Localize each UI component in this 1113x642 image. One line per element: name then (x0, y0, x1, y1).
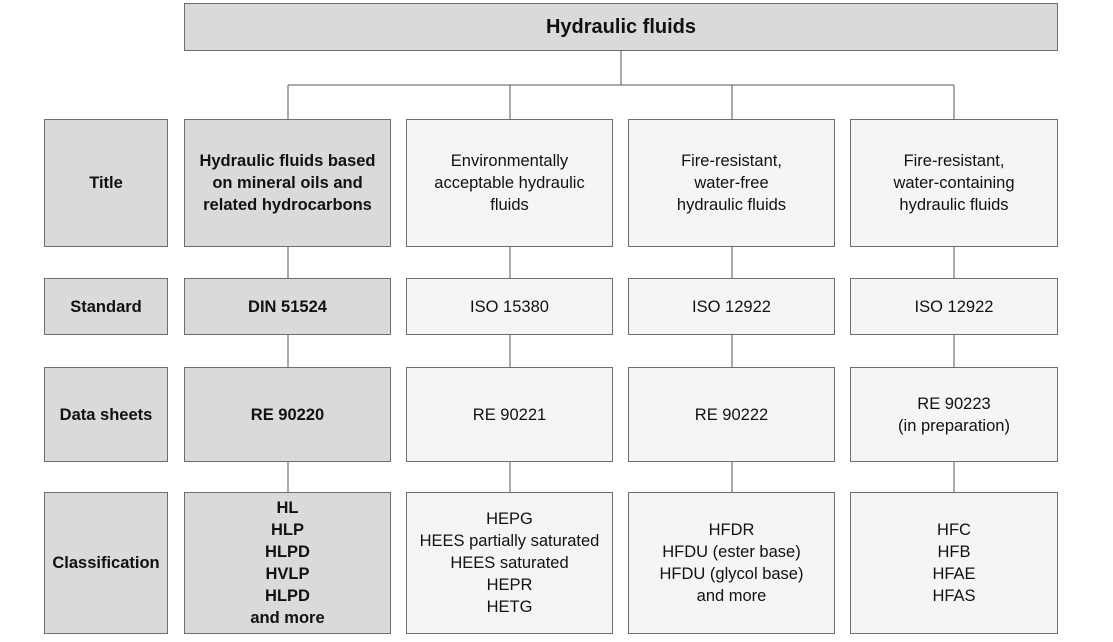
row-label-data-sheets: Data sheets (44, 367, 168, 462)
root-label: Hydraulic fluids (545, 16, 697, 38)
col4-data-sheet-cell: RE 90223 (in preparation) (850, 367, 1058, 462)
col3-title-cell: Fire-resistant, water-free hydraulic fluids (628, 119, 835, 247)
col1-standard-cell: DIN 51524 (184, 278, 391, 335)
col2-title-cell: Environmentally acceptable hydraulic fluids (406, 119, 613, 247)
root-node (184, 3, 1058, 51)
col2-data-sheet-cell: RE 90221 (406, 367, 613, 462)
col4-title-cell: Fire-resistant, water-containing hydraulic fluids (850, 119, 1058, 247)
col1-title-cell: Hydraulic fluids based on mineral oils and related hydrocarbons (184, 119, 391, 247)
row-label-title: Title (44, 119, 168, 247)
row-label-standard: Standard (44, 278, 168, 335)
col3-data-sheet-cell: RE 90222 (628, 367, 835, 462)
col2-classification-cell: HEPG HEES partially saturated HEES saturated HEPR HETG (406, 492, 613, 634)
row-label-classification: Classification (44, 492, 168, 634)
col1-data-sheet-cell: RE 90220 (184, 367, 391, 462)
col4-classification-cell: HFC HFB HFAE HFAS (850, 492, 1058, 634)
col3-classification-cell: HFDR HFDU (ester base) HFDU (glycol base) and more (628, 492, 835, 634)
col1-classification-cell: HL HLP HLPD HVLP HLPD and more (184, 492, 391, 634)
col3-standard-cell: ISO 12922 (628, 278, 835, 335)
col2-standard-cell: ISO 15380 (406, 278, 613, 335)
col4-standard-cell: ISO 12922 (850, 278, 1058, 335)
